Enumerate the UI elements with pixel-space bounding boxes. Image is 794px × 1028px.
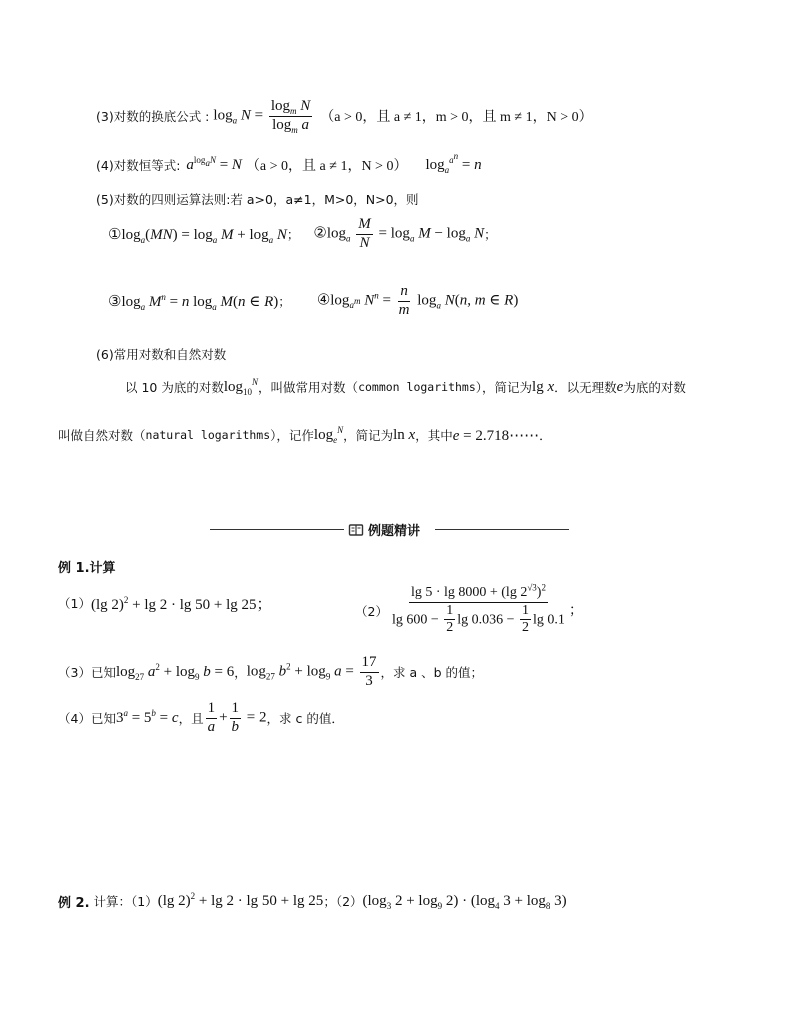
identity-formula: $a^{log_aN} = N$ bbox=[186, 154, 242, 173]
ex1-p4-eq1: $3^a = 5^b = c$ bbox=[115, 707, 179, 726]
ex1-p4 bbox=[58, 698, 344, 738]
rule-1: $①\log_a(MN) = \log_a M + \log_a N$ bbox=[108, 226, 287, 245]
section-title bbox=[348, 520, 420, 539]
item6-text-1c: ），简记为 bbox=[475, 380, 533, 395]
item6-line1 bbox=[125, 376, 686, 398]
rule-4: $④\log_{a^m}$ $N^n$ = $\frac{n}{m}$ $\log_a N(n$, m ∈ R) bbox=[316, 282, 519, 318]
ex1-p3-label: （3）已知 bbox=[58, 665, 116, 680]
natural-log-english: natural logarithms bbox=[145, 428, 271, 442]
ex1-p2-label: （2） bbox=[355, 604, 388, 619]
rule-3-sep: ； bbox=[278, 294, 291, 309]
rule-row-1 bbox=[108, 213, 497, 255]
ex1-p2-expr: lg 5 · lg 8000 + (lg $2^{√3})^2$ lg 600 − $\frac{1}{2}$ lg 0.036 − $\frac{1}{2}$ lg 0.1 ； bbox=[391, 582, 583, 636]
ex1-title: 例 1.计算 bbox=[58, 561, 116, 576]
e-value: e = 2.718⋯⋯ bbox=[452, 427, 540, 444]
ex1-p4-eq2: $\frac{1}{a}$ + $\frac{1}{b}$ = 2 bbox=[207, 699, 267, 735]
item6-line2 bbox=[58, 424, 552, 446]
rule-2-sep: ； bbox=[484, 227, 497, 242]
ex1-p3-mid: ， bbox=[234, 665, 247, 680]
ex1-p3-eq2: $\log_{27} b^2 + \log_9 a$ = $\frac{17}{3}$ bbox=[246, 653, 377, 689]
ex1-p1 bbox=[58, 592, 272, 614]
lg-notation: lg x bbox=[532, 378, 555, 395]
item3-row bbox=[96, 96, 593, 136]
ex2-title: 例 2. bbox=[58, 895, 90, 911]
item6-text-2b: ），记作 bbox=[270, 428, 314, 443]
item6-text-2a: 叫做自然对数（ bbox=[58, 428, 146, 443]
e-symbol: e bbox=[616, 378, 624, 395]
item5-label: (5)对数的四则运算法则:若 a>0，a≠1，M>0，N>0，则 bbox=[96, 192, 419, 207]
item6-text-2c: ，简记为 bbox=[343, 428, 394, 443]
item6-text-1a: 以 10 为底的对数 bbox=[125, 380, 224, 395]
item6-text-1b: ，叫做常用对数（ bbox=[258, 380, 359, 395]
item3-label: (3)对数的换底公式 : bbox=[96, 109, 210, 124]
rule-2: $②\log_a$ $\frac{M}{N}$ = $\log_a M - \log_a N$ bbox=[313, 215, 485, 251]
rule-1-sep: ； bbox=[286, 227, 300, 242]
identity-formula-2: $\log_a^{a^n} = n$ bbox=[425, 151, 482, 175]
ex1-p1-expr: (lg 2)$^2$ + lg 2 · lg 50 + lg 25； bbox=[90, 594, 272, 613]
item6-text-1d: ．以无理数 bbox=[554, 380, 617, 395]
natural-log-notation: $\log_e^N$ bbox=[313, 424, 344, 445]
item4-cond: （a > 0，且 a ≠ 1，N > 0） bbox=[245, 159, 408, 174]
rule-row-2 bbox=[108, 280, 518, 322]
item6-text-2e: ． bbox=[539, 428, 552, 443]
ln-notation: ln x bbox=[393, 426, 416, 443]
item4-row bbox=[96, 152, 482, 178]
common-log-notation: $\log_{10}^N$ bbox=[223, 376, 259, 397]
ex1-p2 bbox=[355, 578, 583, 644]
section-title-text: 例题精讲 bbox=[368, 524, 421, 539]
ex2-row bbox=[58, 890, 567, 912]
item6-text-2d: ，其中 bbox=[415, 428, 453, 443]
book-icon bbox=[348, 522, 364, 538]
ex1-p3-eq1: $\log_{27} a^2 + \log_9 b = 6$ bbox=[115, 661, 235, 682]
rule-3: $③\log_a$ $M^n = n$ $\log_a M(n$ ∈ R) bbox=[108, 291, 279, 312]
ex2-sep: ；（2） bbox=[323, 894, 363, 909]
change-of-base-formula: $\log_a N$ = $\frac{\log_m N}{\log_m a}$ bbox=[213, 97, 311, 135]
section-divider-right bbox=[435, 529, 569, 530]
ex1-p3 bbox=[58, 652, 483, 692]
section-divider-left bbox=[210, 529, 344, 530]
item4-label: (4)对数恒等式: bbox=[96, 158, 181, 173]
ex1-p1-label: （1） bbox=[58, 596, 91, 611]
ex1-p4-mid: ，且 bbox=[178, 711, 204, 726]
item6-label: (6)常用对数和自然对数 bbox=[96, 347, 227, 362]
item3-condition: （a > 0，且 a ≠ 1，m > 0，且 m ≠ 1，N > 0） bbox=[320, 110, 593, 125]
ex1-p4-label: （4）已知 bbox=[58, 711, 116, 726]
ex2-p1-expr: (lg 2)$^2$ + lg 2 · lg 50 + lg 25 bbox=[157, 890, 324, 909]
ex2-p2-expr: ($\log_3$ $2 + \log_9 2) \cdot (\log_4$ $3 + \log_8 3$) bbox=[362, 892, 567, 911]
ex1-p4-tail: ，求 c 的值． bbox=[266, 711, 344, 726]
item6-text-1e: 为底的对数 bbox=[623, 380, 686, 395]
ex2-label: 计算：（1） bbox=[93, 894, 158, 909]
common-log-english: common logarithms bbox=[358, 380, 476, 394]
ex1-p3-tail: ，求 a 、b 的值； bbox=[380, 665, 484, 680]
